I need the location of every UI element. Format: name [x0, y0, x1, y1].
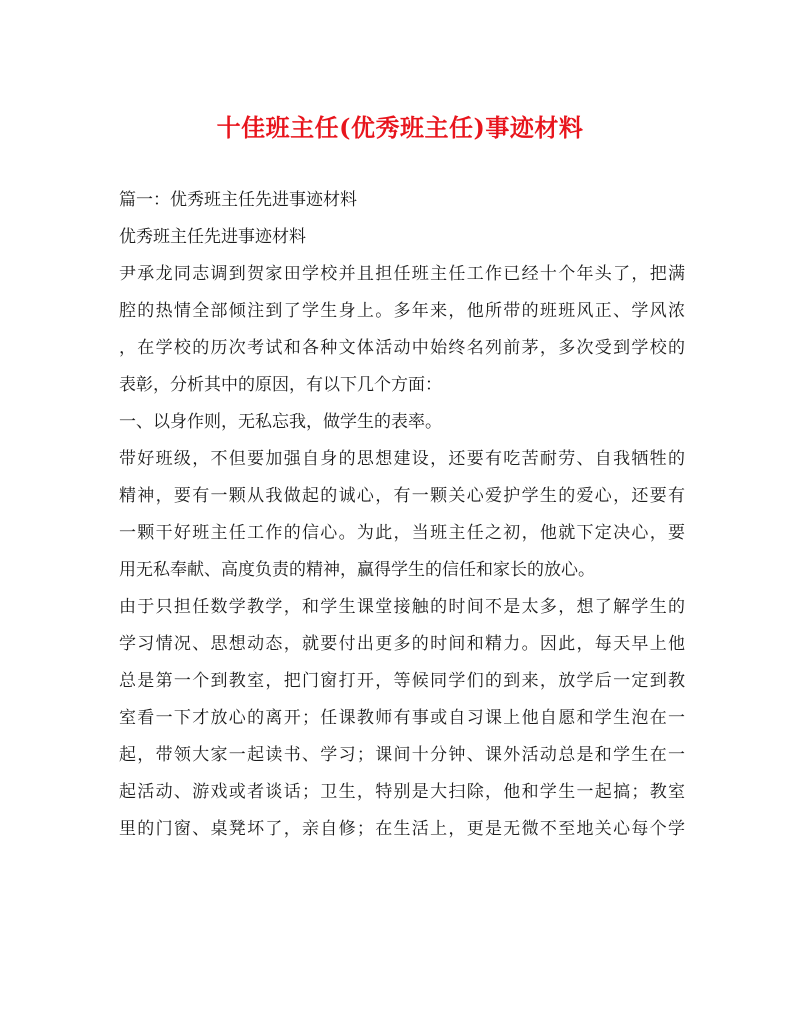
body-line: 学习情况、思想动态，就要付出更多的时间和精力。因此，每天早上他: [119, 634, 685, 654]
document-title: 十佳班主任(优秀班主任)事迹材料: [216, 113, 584, 142]
body-line: ，在学校的历次考试和各种文体活动中始终名列前茅，多次受到学校的: [119, 338, 685, 358]
point-heading: 一、以身作则，无私忘我，做学生的表率。: [119, 412, 442, 432]
body-line: 用无私奉献、高度负责的精神，赢得学生的信任和家长的放心。: [119, 560, 595, 580]
body-line: 由于只担任数学教学，和学生课堂接触的时间不是太多，想了解学生的: [119, 597, 685, 617]
body-line: 精神，要有一颗从我做起的诚心，有一颗关心爱护学生的爱心，还要有: [119, 486, 685, 506]
subheading: 优秀班主任先进事迹材料: [119, 227, 306, 247]
body-line: 起，带领大家一起读书、学习；课间十分钟、课外活动总是和学生在一: [119, 745, 685, 765]
body-line: 表彰，分析其中的原因，有以下几个方面：: [119, 375, 442, 395]
body-line: 总是第一个到教室，把门窗打开，等候同学们的到来，放学后一定到教: [119, 671, 685, 691]
document-body: [119, 182, 685, 848]
body-line: 尹承龙同志调到贺家田学校并且担任班主任工作已经十个年头了，把满: [119, 264, 685, 284]
body-line: 里的门窗、桌凳坏了，亲自修；在生活上，更是无微不至地关心每个学: [119, 819, 685, 839]
body-line: 起活动、游戏或者谈话；卫生，特别是大扫除，他和学生一起搞；教室: [119, 782, 685, 802]
body-line: 腔的热情全部倾注到了学生身上。多年来，他所带的班班风正、学风浓: [119, 301, 685, 321]
body-line: 一颗干好班主任工作的信心。为此，当班主任之初，他就下定决心，要: [119, 523, 685, 543]
section-heading: 篇一：优秀班主任先进事迹材料: [119, 190, 357, 210]
body-line: 带好班级，不但要加强自身的思想建设，还要有吃苦耐劳、自我牺牲的: [119, 449, 685, 469]
body-line: 室看一下才放心的离开；任课教师有事或自习课上他自愿和学生泡在一: [119, 708, 685, 728]
